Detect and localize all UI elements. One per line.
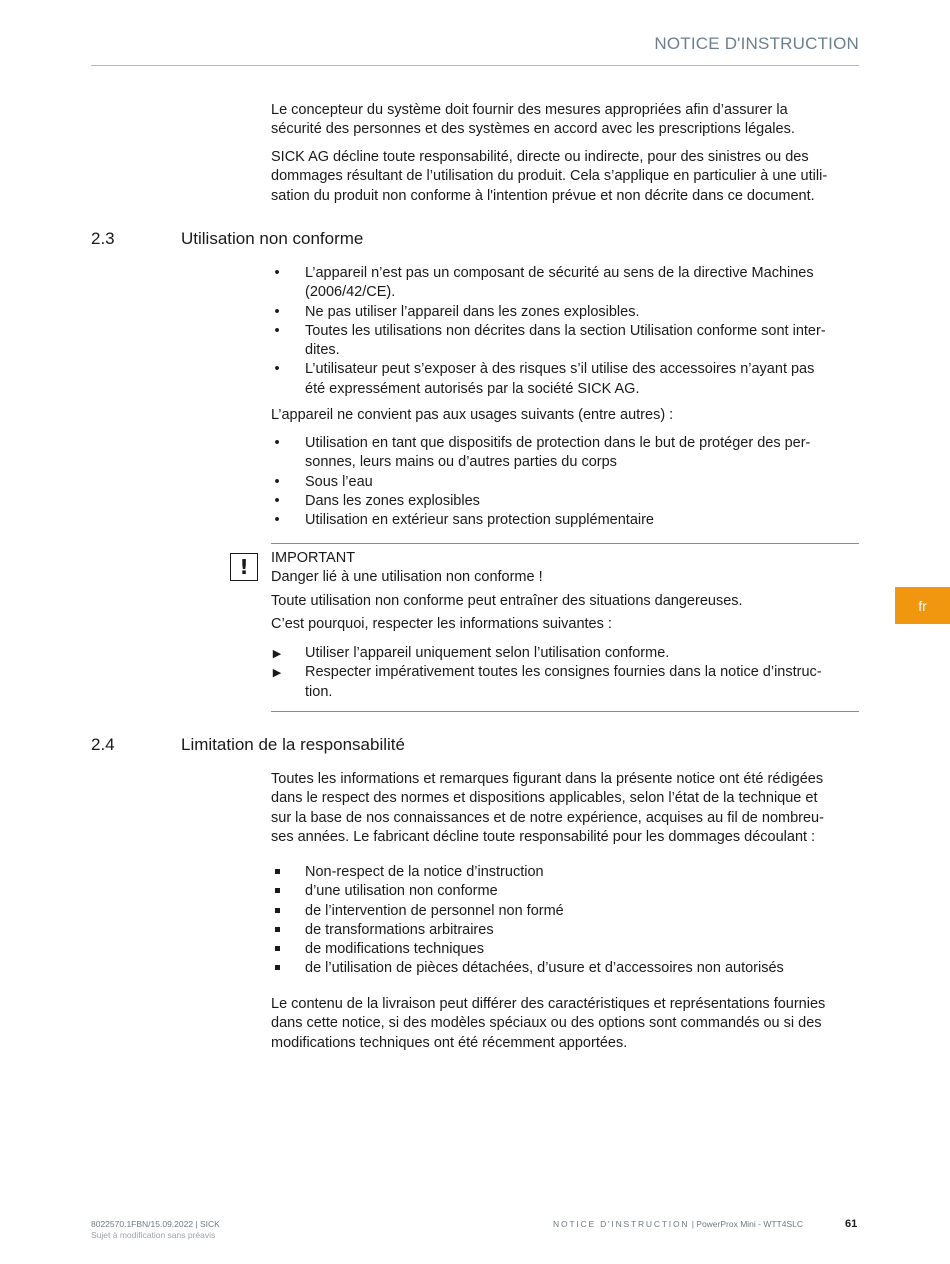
text-line: modifications techniques ont été récemment apportées. [271, 1034, 628, 1051]
bullet-marker [271, 264, 283, 283]
liability-list [271, 863, 861, 979]
list-item: d’une utilisation non conforme [271, 882, 861, 901]
notice-top-rule [271, 543, 859, 544]
arrow-marker-icon [271, 663, 283, 683]
text-line: dans le respect des normes et dispositions applicables, selon l’état de la technique et [271, 790, 818, 807]
liability-paragraph [271, 770, 861, 847]
arrow-marker-icon [271, 644, 283, 664]
list-item: de transformations arbitraires [271, 921, 861, 940]
list-item: • L’utilisateur peut s’exposer à des risques s’il utilise des accessoires n’ayant pas été expressément autorisés par la société SICK AG. [271, 360, 861, 399]
bullet-marker [271, 303, 283, 322]
text-line: Le contenu de la livraison peut différer des caractéristiques et représentations fournies [271, 996, 826, 1012]
language-tab[interactable]: fr [895, 587, 950, 624]
text-line: dommages résultant de l’utilisation du produit. Cela s’applique en particulier à une utili- [271, 168, 828, 185]
square-bullet [271, 940, 283, 959]
list-item: ▶ Utiliser l’appareil uniquement selon l’utilisation conforme. [271, 644, 861, 663]
text-line: sation du produit non conforme à l'intention prévue et non décrite dans ce document. [271, 187, 815, 204]
bullet-marker [271, 492, 283, 511]
footer-doc-ref: 8022570.1FBN/15.09.2022 | SICK [91, 1219, 220, 1229]
notice-text-2: C’est pourquoi, respecter les informations suivantes : [271, 616, 612, 632]
text-line: Le concepteur du système doit fournir des mesures appropriées afin d’assurer la [271, 102, 788, 118]
intro-paragraph-2 [271, 148, 861, 206]
list-item: Non-respect de la notice d’instruction [271, 863, 861, 882]
notice-text-1: Toute utilisation non conforme peut entraîner des situations dangereuses. [271, 593, 743, 609]
list-item: de l’utilisation de pièces détachées, d’usure et d’accessoires non autorisés [271, 959, 861, 978]
list-item: • Utilisation en extérieur sans protection supplémentaire [271, 511, 861, 530]
text-line: Toutes les informations et remarques figurant dans la présente notice ont été rédigées [271, 771, 824, 787]
text-line: sécurité des personnes et des systèmes en accord avec les prescriptions légales. [271, 121, 795, 138]
section-title: Utilisation non conforme [181, 229, 364, 248]
square-bullet [271, 959, 283, 978]
page-header-title: NOTICE D'INSTRUCTION [654, 34, 859, 53]
list-item: • Ne pas utiliser l’appareil dans les zones explosibles. [271, 303, 861, 322]
list-item: • Sous l’eau [271, 473, 861, 492]
square-bullet [271, 882, 283, 901]
text-line: dans cette notice, si des modèles spéciaux ou des options sont commandés ou si des [271, 1015, 822, 1032]
section-title: Limitation de la responsabilité [181, 735, 405, 754]
notice-label: IMPORTANT [271, 550, 356, 566]
footer-product: | PowerProx Mini - WTT4SLC [691, 1219, 804, 1229]
list-item: • Dans les zones explosibles [271, 492, 861, 511]
bullet-marker [271, 322, 283, 341]
intro-paragraph-1 [271, 101, 861, 140]
bullet-marker [271, 360, 283, 379]
footer-disclaimer: Sujet à modification sans préavis [91, 1230, 216, 1240]
text-line: sur la base de nos connaissances et de notre expérience, acquises au fil de nombreu- [271, 809, 824, 826]
exclamation-icon: ! [230, 553, 258, 581]
list-item: • Utilisation en tant que dispositifs de protection dans le but de protéger des per- sonnes, leurs mains ou d’autres parties du corps [271, 434, 861, 473]
bullet-list-unsuitable-uses [271, 434, 861, 530]
list-item: de l’intervention de personnel non formé [271, 902, 861, 921]
important-notice [271, 549, 861, 588]
section-number: 2.3 [91, 229, 115, 248]
footer-doc-info [91, 1219, 220, 1241]
notice-bottom-rule [271, 711, 859, 712]
header-divider [91, 65, 859, 66]
text-line: SICK AG décline toute responsabilité, directe ou indirecte, pour des sinistres ou des [271, 149, 809, 165]
square-bullet [271, 921, 283, 940]
text-line: ses années. Le fabricant décline toute responsabilité pour les dommages découlant : [271, 828, 816, 845]
list-item: de modifications techniques [271, 940, 861, 959]
bullet-marker [271, 511, 283, 530]
footer-product-info [553, 1219, 803, 1229]
notice-heading: Danger lié à une utilisation non conforme ! [271, 569, 543, 586]
bullet-list-misuse [271, 264, 861, 399]
list-item: • Toutes les utilisations non décrites dans la section Utilisation conforme sont inter- dites. [271, 322, 861, 361]
action-list [271, 644, 861, 702]
list-item: • L’appareil n’est pas un composant de sécurité au sens de la directive Machines (2006/42/CE). [271, 264, 861, 303]
bullet-marker [271, 434, 283, 453]
delivery-paragraph [271, 995, 861, 1053]
footer-doc-type: NOTICE D'INSTRUCTION [553, 1219, 690, 1229]
square-bullet [271, 863, 283, 882]
lead-in-text: L’appareil ne convient pas aux usages suivants (entre autres) : [271, 407, 674, 423]
page-number: 61 [845, 1218, 858, 1230]
square-bullet [271, 902, 283, 921]
list-item: ▶ Respecter impérativement toutes les consignes fournies dans la notice d’instruc- tion. [271, 663, 861, 702]
bullet-marker [271, 473, 283, 492]
section-number: 2.4 [91, 735, 115, 754]
